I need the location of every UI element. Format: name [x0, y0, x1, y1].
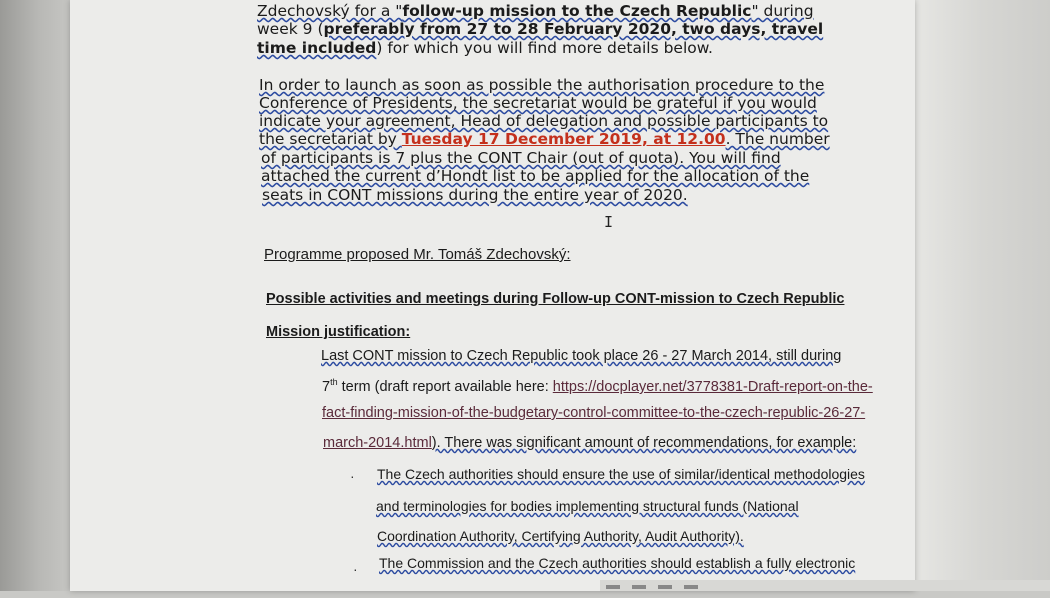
para2-line1: In order to launch as soon as possible the authorisation procedure to the [259, 76, 825, 94]
bullet1-line3: Coordination Authority, Certifying Authority, Audit Authority). [377, 528, 744, 544]
bullet2-line1: The Commission and the Czech authorities should establish a fully electronic [379, 555, 856, 571]
screen-bezel-right [915, 0, 1050, 591]
bullet-marker: · [353, 561, 358, 577]
para2-line6: attached the current d’Hondt list to be applied for the allocation of the [261, 167, 810, 185]
para2-line2: Conference of Presidents, the secretariat would be grateful if you would [259, 94, 817, 112]
bullet-marker: · [350, 468, 355, 484]
taskbar-strip [600, 580, 1050, 591]
deadline-date: Tuesday 17 December 2019, at 12.00 [401, 130, 726, 148]
para2-line4: the secretariat by Tuesday 17 December 2019, at 12.00. The number [259, 130, 830, 148]
justification-line3 [322, 405, 865, 421]
para2-line3: indicate your agreement, Head of delegation and possible participants to [259, 112, 829, 130]
bullet1-line1: The Czech authorities should ensure the use of similar/identical methodologies [377, 466, 865, 482]
screen-bezel-left [0, 0, 70, 591]
document-page[interactable] [70, 0, 915, 591]
justification-line2: 7th term (draft report available here: https://docplayer.net/3778381-Draft-report-on-the- [322, 377, 873, 395]
justification-line1: Last CONT mission to Czech Republic took place 26 - 27 March 2014, still during [321, 348, 842, 364]
draft-report-link-cont[interactable]: fact-finding-mission-of-the-budgetary-control-committee-to-the-czech-republic-26-27- [322, 405, 866, 421]
programme-heading: Programme proposed Mr. Tomáš Zdechovský: [264, 246, 571, 263]
para1-line3: time included) for which you will find more details below. [257, 39, 713, 57]
justification-line4: march-2014.html). There was significant amount of recommendations, for example: [323, 435, 857, 451]
para1-line1: Zdechovský for a "follow-up mission to the Czech Republic" during [257, 2, 814, 20]
para2-line7: seats in CONT missions during the entire year of 2020. [262, 186, 688, 204]
para2-line5: of participants is 7 plus the CONT Chair (out of quota). You will find [261, 149, 781, 167]
justification-heading: Mission justification: [266, 324, 411, 340]
activities-heading: Possible activities and meetings during Follow-up CONT-mission to Czech Republic [266, 291, 845, 307]
text-cursor-icon: I [604, 213, 614, 231]
draft-report-link[interactable]: https://docplayer.net/3778381-Draft-report-on-the- [552, 378, 873, 395]
bullet1-line2: and terminologies for bodies implementing structural funds (National [376, 498, 799, 514]
draft-report-link-end[interactable]: march-2014.html [323, 435, 432, 451]
para1-line2: week 9 (preferably from 27 to 28 February 2020, two days, travel [257, 20, 824, 38]
